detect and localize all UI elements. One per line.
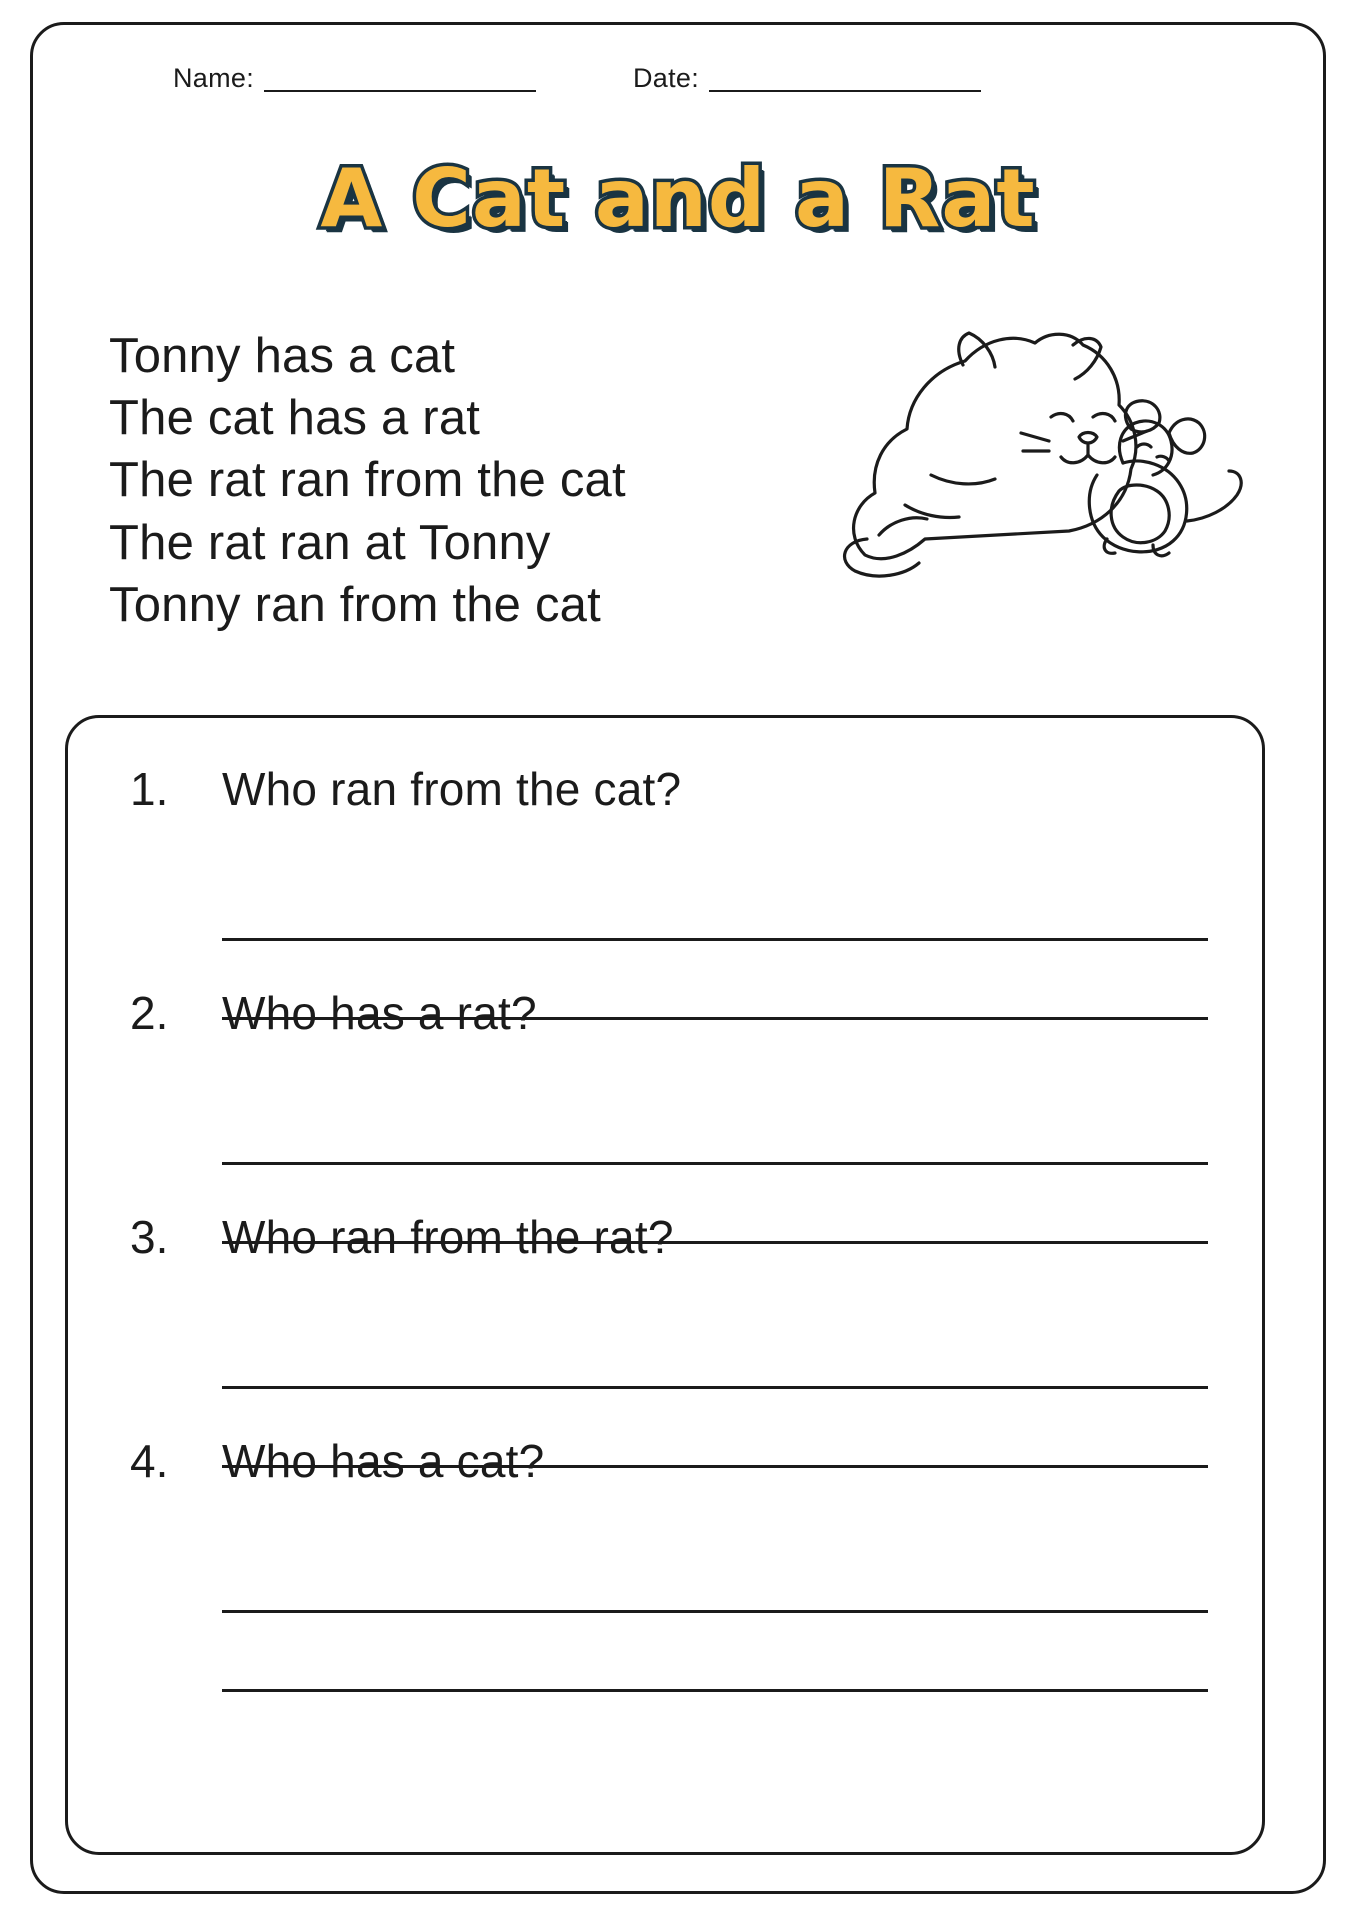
- page-title: A Cat and a Rat: [320, 152, 1036, 245]
- student-info-row: [33, 65, 1323, 111]
- worksheet-page: [30, 22, 1326, 1894]
- answer-line[interactable]: [222, 1613, 1208, 1692]
- question-item: [130, 1434, 1208, 1692]
- question-header: [130, 1210, 1208, 1264]
- question-number: 1.: [130, 763, 169, 815]
- question-text: Who has a rat?: [222, 987, 537, 1039]
- question-text: Who ran from the cat?: [222, 763, 682, 815]
- question-item: [130, 762, 1208, 1020]
- answer-line[interactable]: [222, 1534, 1208, 1613]
- question-text: Who ran from the rat?: [222, 1211, 674, 1263]
- answer-line[interactable]: [222, 1086, 1208, 1165]
- question-header: [130, 1434, 1208, 1488]
- question-number: 3.: [130, 1211, 169, 1263]
- cat-and-mouse-illustration: [835, 325, 1265, 595]
- question-item: [130, 986, 1208, 1244]
- poem-line: The rat ran from the cat: [109, 453, 626, 508]
- poem-line: Tonny ran from the cat: [109, 577, 601, 632]
- poem-line: The rat ran at Tonny: [109, 515, 551, 570]
- question-number: 4.: [130, 1435, 169, 1487]
- date-field[interactable]: [633, 65, 981, 92]
- date-write-line[interactable]: [709, 70, 981, 92]
- answer-area[interactable]: [130, 1534, 1208, 1692]
- answer-line[interactable]: [222, 862, 1208, 941]
- poem-line: Tonny has a cat: [109, 329, 456, 383]
- poem-line: The cat has a rat: [109, 391, 481, 446]
- question-text: Who has a cat?: [222, 1435, 545, 1487]
- question-header: [130, 762, 1208, 816]
- date-label: Date:: [633, 63, 700, 93]
- name-label: Name:: [173, 63, 255, 93]
- name-field[interactable]: [173, 65, 536, 92]
- question-header: [130, 986, 1208, 1040]
- answer-line[interactable]: [222, 1310, 1208, 1389]
- questions-box: [65, 715, 1265, 1855]
- question-number: 2.: [130, 987, 169, 1039]
- name-write-line[interactable]: [264, 70, 536, 92]
- question-item: [130, 1210, 1208, 1468]
- poem-block: [109, 325, 799, 636]
- title-area: [33, 152, 1323, 245]
